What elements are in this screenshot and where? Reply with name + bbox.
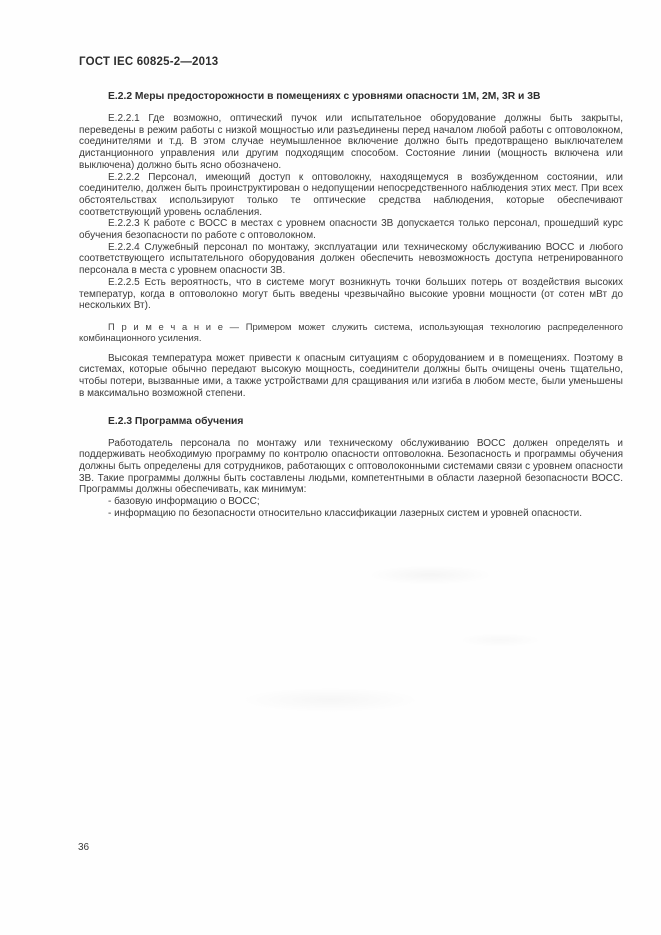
page-number: 36 [78,842,90,853]
note-paragraph [79,321,623,344]
section-heading-e22: Е.2.2 Меры предосторожности в помещениях с уровнями опасности 1М, 2М, 3R и 3В [108,91,541,102]
page-content [79,56,623,520]
paragraph-e223: Е.2.2.3 К работе с ВОСС в местах с уровнем опасности 3В допускается только персонал, прошедший курс обучения безопасности по работе с оптоволокном. [79,218,623,242]
paragraph-e224: Е.2.2.4 Служебный персонал по монтажу, эксплуатации или техническому обслуживанию ВОСС и любого соответствующего испытательного оборудования должен обеспечить невозможность доступа нетренированного персонала в места с уровнем опасности 3В. [79,241,623,277]
note-label: П р и м е ч а н и е [108,320,223,332]
list-item-basic-info: - базовую информацию о ВОСС; [108,496,260,508]
running-header: ГОСТ IEC 60825-2—2013 [79,56,219,68]
paragraph-e225: Е.2.2.5 Есть вероятность, что в системе могут возникнуть точки больших потерь от воздействия высоких температур, когда в оптоволокно могут быть введены чрезвычайно высокие уровни мощности (от сотен мВт до нескольких Вт). [79,276,623,312]
list-item-safety-classification: - информацию по безопасности относительно классификации лазерных систем и уровней опасности. [108,507,582,519]
paragraph-e23-intro: Работодатель персонала по монтажу или техническому обслуживанию ВОСС должен определять и поддерживать необходимую программу по контролю опасности оптоволокна. Безопасность и программы обучения должны быть определены для сотрудников, работающих с оптоволоконными системами связи с уровнем опасности 3В. Такие программы должны быть составлены людьми, компетентными в области лазерной безопасности ВОСС. Программы должны обеспечивать, как минимум: [79,437,623,496]
paragraph-e222: Е.2.2.2 Персонал, имеющий доступ к оптоволокну, находящемуся в возбужденном состоянии, или соединителю, должен быть проинструктирован о недопущении непосредственного наблюдения этих мест. При всех обстоятельствах использируют только те оптические средства наблюдения, которые обеспечивают соответствующий уровень ослабления. [79,171,623,218]
paragraph-note-followup: Высокая температура может привести к опасным ситуациям с оборудованием и в помещениях. Поэтому в системах, которые обычно передают высокую мощность, соединители должны быть очищены очень тщательно, чтобы потери, вызванные ими, а также устройствами для сращивания или изгиба в любом месте, были уменьшены в максимально возможной степени. [79,352,623,399]
section-heading-e23: Е.2.3 Программа обучения [108,415,244,427]
paragraph-e221: Е.2.2.1 Где возможно, оптический пучок или испытательное оборудование должны быть закрыты, переведены в режим работы с низкой мощностью или разъединены перед началом любой работы с оптоволокном, соединителями и т.д. В этом случае неумышленное включение должно быть предотвращено выключателем дистанционного управления или другим подходящим способом. Состояние линии (мощность включена или выключена) должно быть ясно обозначено. [79,113,623,171]
note-text: — Примером может служить система, использующая технологию распределенного комбинационного усиления. [79,320,623,344]
